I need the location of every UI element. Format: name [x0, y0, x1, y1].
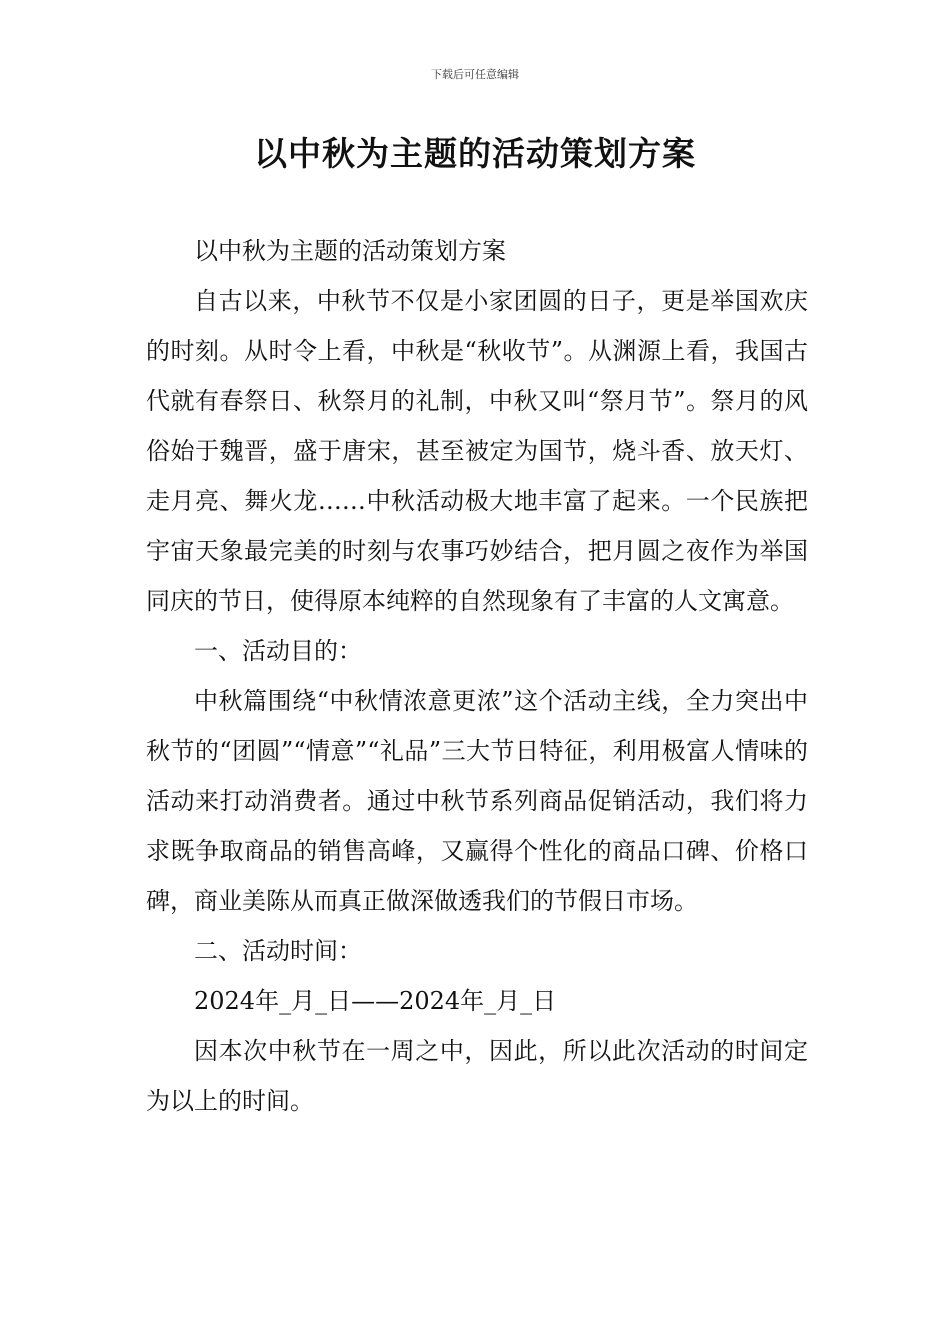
document-body: [146, 226, 808, 1126]
header-note: 下载后可任意编辑: [431, 68, 519, 81]
section-heading-purpose: 一、活动目的：: [194, 637, 362, 665]
paragraph-intro: 自古以来，中秋节不仅是小家团圆的日子，更是举国欢庆的时刻。从时令上看，中秋是“秋收节”。从渊源上看，我国古代就有春祭日、秋祭月的礼制，中秋又叫“祭月节”。祭月的风俗始于魏晋，盛于唐宋，甚至被定为国节，烧斗香、放天灯、走月亮、舞火龙……中秋活动极大地丰富了起来。一个民族把宇宙天象最完美的时刻与农事巧妙结合，把月圆之夜作为举国同庆的节日，使得原本纯粹的自然现象有了丰富的人文寓意。: [146, 287, 808, 615]
section-heading-time: 二、活动时间：: [194, 937, 362, 965]
paragraph-time-note: 因本次中秋节在一周之中，因此，所以此次活动的时间定为以上的时间。: [146, 1037, 808, 1115]
paragraph-purpose: 中秋篇围绕“中秋情浓意更浓”这个活动主线，全力突出中秋节的“团圆”“情意”“礼品”三大节日特征，利用极富人情味的活动来打动消费者。通过中秋节系列商品促销活动，我们将力求既争取商品的销售高峰，又赢得个性化的商品口碑、价格口碑，商业美陈从而真正做深做透我们的节假日市场。: [146, 687, 808, 915]
paragraph-date-range: 2024年_月_日——2024年_月_日: [194, 987, 557, 1015]
document-title: 以中秋为主题的活动策划方案: [254, 134, 696, 173]
paragraph-subtitle: 以中秋为主题的活动策划方案: [194, 237, 506, 265]
